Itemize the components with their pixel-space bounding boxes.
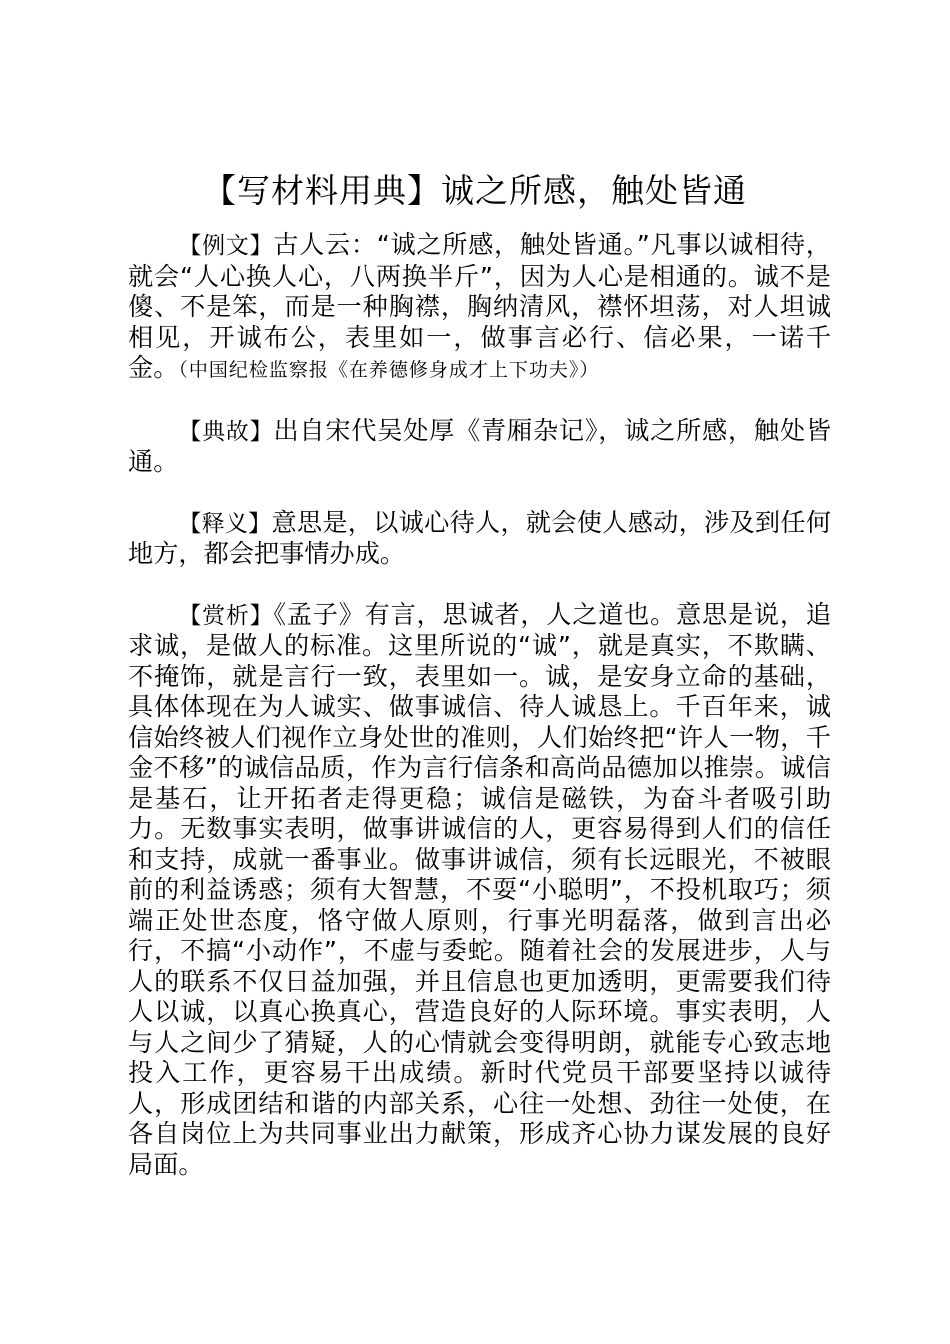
meaning-label: 【释义】	[178, 510, 272, 537]
allusion-label: 【典故】	[178, 418, 274, 445]
example-text: 古人云：“诚之所感，触处皆通。”凡事以诚相待，就会“人心换人心，八两换半斤”，因为人心是相通的。诚不是傻、不是笨，而是一种胸襟，胸纳清风，襟怀坦荡，对人坦诚相见，开诚布公，表里如一，做事言必行、信必果，一诺千金。	[128, 230, 831, 382]
example-source: （中国纪检监察报《在养德修身成才上下功夫》）	[178, 359, 600, 381]
example-label: 【例文】	[178, 233, 274, 259]
appreciation-text: 《孟子》有言，思诚者，人之道也。意思是说，追求诚，是做人的标准。这里所说的“诚”，就是真实，不欺瞒、不掩饰，就是言行一致，表里如一。诚，是安身立命的基础，具体体现在为人诚实、做事诚信、待人诚恳上。千百年来，诚信始终被人们视作立身处世的准则，人们始终把“许人一物，千金不移”的诚信品质，作为言行信条和高尚品德加以推崇。诚信是基石，让开拓者走得更稳；诚信是磁铁，为奋斗者吸引助力。无数事实表明，做事讲诚信的人，更容易得到人们的信任和支持，成就一番事业。做事讲诚信，须有长远眼光，不被眼前的利益诱惑；须有大智慧，不耍“小聪明”，不投机取巧；须端正处世态度，恪守做人原则，行事光明磊落，做到言出必行，不搞“小动作”，不虚与委蛇。随着社会的发展进步，人与人的联系不仅日益加强，并且信息也更加透明，更需要我们待人以诚，以真心换真心，营造良好的人际环境。事实表明，人与人之间少了猜疑，人的心情就会变得明朗，就能专心致志地投入工作，更容易干出成绩。新时代党员干部要坚持以诚待人，形成团结和谐的内部关系，心往一处想、劲往一处使，在各自岗位上为共同事业出力献策，形成齐心协力谋发展的良好局面。	[128, 599, 832, 1179]
allusion-paragraph	[128, 416, 831, 478]
meaning-text: 意思是，以诚心待人，就会使人感动，涉及到任何地方，都会把事情办成。	[128, 507, 832, 568]
allusion-text: 出自宋代吴处厚《青厢杂记》，诚之所感，触处皆通。	[128, 415, 832, 476]
article-body	[128, 230, 831, 1210]
appreciation-label: 【赏析】	[178, 602, 274, 629]
page-title: 【写材料用典】诚之所感，触处皆通	[203, 171, 747, 210]
appreciation-paragraph	[128, 600, 831, 1181]
example-paragraph	[128, 230, 831, 386]
meaning-paragraph	[128, 508, 831, 570]
